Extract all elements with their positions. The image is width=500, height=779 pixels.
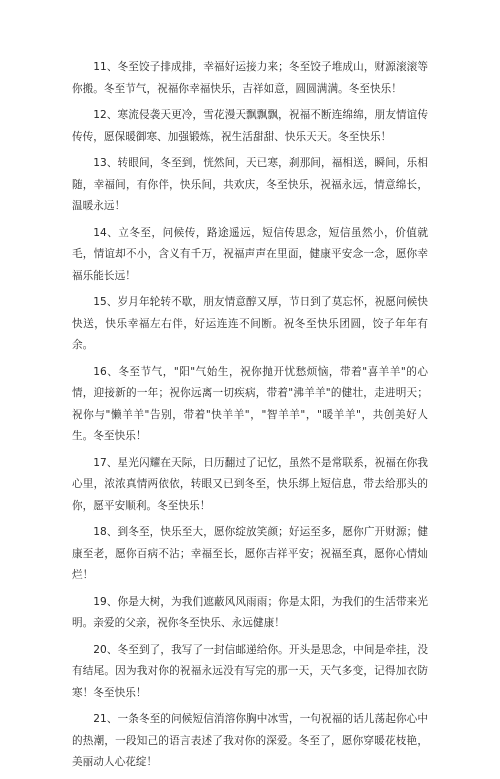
paragraph-21: 21、一条冬至的问候短信消溶你胸中冰雪，一句祝福的话儿荡起你心中的热潮，一段知己的语言表述了我对你的深爱。冬至了，愿你穿暖花枝艳，美丽动人心花绽！ <box>72 713 428 768</box>
paragraph-11: 11、冬至饺子排成排，幸福好运接力来；冬至饺子堆成山，财源滚滚等你搬。冬至节气，祝福你幸福快乐，吉祥如意，圆圆满满。冬至快乐！ <box>72 61 428 95</box>
paragraph-19: 19、你是大树，为我们遮蔽风风雨雨；你是太阳，为我们的生活带来光明。亲爱的父亲，祝你冬至快乐、永远健康！ <box>72 595 428 629</box>
paragraph-12: 12、寒流侵袭天更冷，雪花漫天飘飘飘，祝福不断连绵绵，朋友情谊传传传，愿保暖御寒、加强锻炼，祝生活甜甜、快乐天天。冬至快乐！ <box>72 109 428 143</box>
paragraph-16: 16、冬至节气，"阳"气始生，祝你抛开忧愁烦恼，带着"喜羊羊"的心情，迎接新的一年；祝你远离一切疾病，带着"沸羊羊"的健壮，走进明天；祝你与"懒羊羊"告别，带着"快羊羊"，"智羊羊"，"暖羊羊"，共创美好人生。冬至快乐！ <box>72 365 428 442</box>
paragraph-14: 14、立冬至，问候传，路途遥远，短信传思念，短信虽然小，价值就毛，情谊却不小，含义有千万，祝福声声在里面，健康平安念一念，愿你幸福乐能长远！ <box>72 226 428 282</box>
paragraph-13: 13、转眼间，冬至到，恍然间，天已寒，刹那间，福相送，瞬间，乐相随，幸福间，有你伴，快乐间，共欢庆，冬至快乐，祝福永远，情意绵长，温暖永远！ <box>72 157 428 212</box>
document-body <box>72 57 428 779</box>
paragraph-18: 18、到冬至，快乐至大，愿你绽放笑颜；好运至多，愿你广开财源；健康至老，愿你百病不沾；幸福至长，愿你吉祥平安；祝福至真，愿你心情灿烂！ <box>72 526 428 581</box>
paragraph-15: 15、岁月年轮转不歇，朋友情意醇又厚，节日到了莫忘怀，祝愿问候快快送，快乐幸福左右伴，好运连连不间断。祝冬至快乐团圆，饺子年年有余。 <box>72 296 428 351</box>
paragraph-20: 20、冬至到了，我写了一封信邮递给你。开头是思念，中间是牵挂，没有结尾。因为我对你的祝福永远没有写完的那一天，天气多变，记得加衣防寒！冬至快乐！ <box>72 643 428 699</box>
paragraph-17: 17、星光闪耀在天际，日历翻过了记忆，虽然不是常联系，祝福在你我心里，浓浓真情两依依，转眼又已到冬至，快乐绑上短信息，带去给那头的你，愿平安顺利。冬至快乐！ <box>72 456 428 512</box>
